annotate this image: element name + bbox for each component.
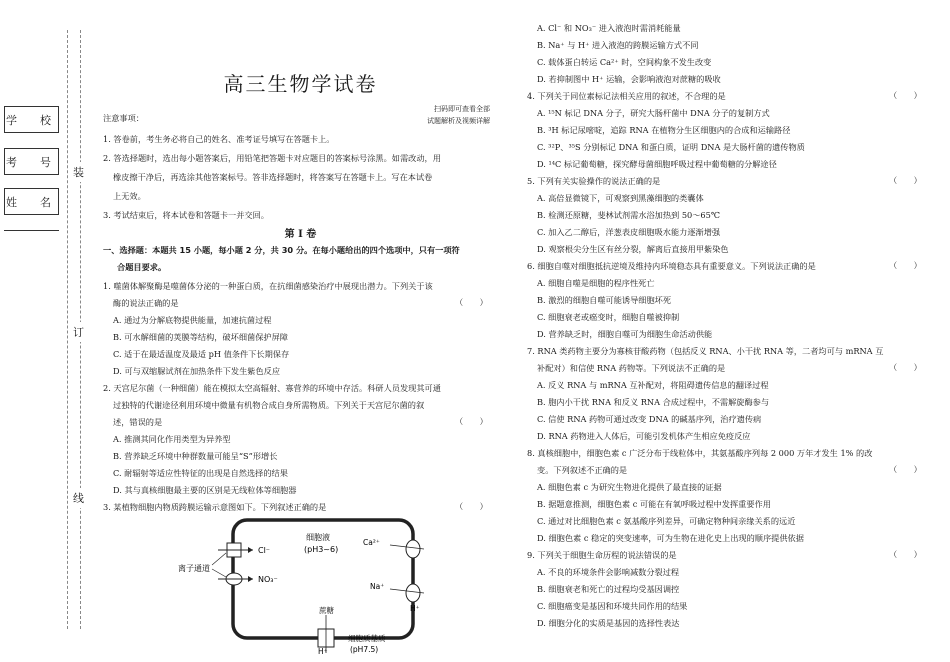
label-cl: Cl⁻ <box>258 546 271 555</box>
section-heading: 一、选择题：本题共 15 小题，每小题 2 分，共 30 分。在每小题给出的四个选项中，只有一项符 <box>103 245 460 255</box>
option: C. 加入乙二醇后，洋葱表皮细胞吸水能力逐渐增强 <box>537 227 721 237</box>
question-stem: 6. 细胞自噬对细胞抵抗逆境及维持内环境稳态具有重要意义。下列说法正确的是 <box>527 261 816 271</box>
option: C. 通过对比细胞色素 c 氨基酸序列差异，可确定物种间亲缘关系的远近 <box>537 516 796 526</box>
question-stem: 补配对）和信使 RNA 药物等。下列说法不正确的是 <box>537 363 726 373</box>
binding-char-zhuang: 装 <box>73 162 84 182</box>
scan-note-1: 扫码即可查看全部 <box>434 105 490 113</box>
part-title: 第 Ⅰ 卷 <box>284 229 317 240</box>
left-column <box>103 60 498 659</box>
option: A. Cl⁻ 和 NO₃⁻ 进入液泡时需消耗能量 <box>537 23 681 33</box>
transporter-ca <box>406 540 420 558</box>
note-line: 橡皮擦干净后，再选涂其他答案标号。答非选择题时，将答案写在答题卡上。写在本试卷 <box>113 172 433 182</box>
arrowhead-cl <box>248 547 253 553</box>
option: A. 细胞自噬是细胞的程序性死亡 <box>537 278 655 288</box>
label-h-bottom: H⁺ <box>318 647 328 655</box>
page-title: 高三生物学试卷 <box>223 72 378 96</box>
question-stem: 7. RNA 类药物主要分为寡核苷酸药物（包括反义 RNA、小干扰 RNA 等，二者均可与 mRNA 互 <box>527 346 884 356</box>
answer-blank[interactable]: （ ） <box>455 297 488 307</box>
option: D. 其与真核细胞最主要的区别是无线粒体等细胞器 <box>113 485 297 495</box>
exam-number-label: 考 号 <box>4 148 59 175</box>
answer-blank[interactable]: （ ） <box>889 362 922 372</box>
option: D. 若抑制图中 H⁺ 运输，会影响液泡对蔗糖的吸收 <box>537 74 721 84</box>
option: B. 细胞衰老和死亡的过程均受基因调控 <box>537 584 680 594</box>
binding-strip <box>0 0 90 659</box>
name-field[interactable] <box>4 216 59 231</box>
option: D. RNA 药物进入人体后，可能引发机体产生相应免疫反应 <box>537 431 751 441</box>
school-label: 学 校 <box>4 106 59 133</box>
label-ion-channel: 离子通道 <box>178 564 210 573</box>
option: D. 细胞色素 c 稳定的突变速率，可为生物在进化史上出现的顺序提供依据 <box>537 533 804 543</box>
option: A. ¹⁵N 标记 DNA 分子，研究大肠杆菌中 DNA 分子的复制方式 <box>537 108 770 118</box>
note-line: 上无效。 <box>113 191 146 201</box>
question-stem: 述，错误的是 <box>113 417 163 427</box>
answer-blank[interactable]: （ ） <box>455 501 488 511</box>
answer-blank[interactable]: （ ） <box>455 416 488 426</box>
answer-blank[interactable]: （ ） <box>889 464 922 474</box>
option: C. 细胞衰老或癌变时，细胞自噬被抑制 <box>537 312 680 322</box>
option: B. 检测还原糖，斐林试剂需水浴加热到 50～65℃ <box>537 210 721 220</box>
question-stem: 4. 下列关于同位素标记法相关应用的叙述，不合理的是 <box>527 91 726 101</box>
answer-blank[interactable]: （ ） <box>889 549 922 559</box>
question-stem: 2. 天宫尼尔菌（一种细菌）能在模拟太空高辐射、寡营养的环境中存活。科研人员发现其可通 <box>103 383 441 393</box>
notes-heading: 注意事项： <box>103 113 144 123</box>
question-stem: 酶的说法正确的是 <box>113 298 179 308</box>
label-ca: Ca²⁺ <box>363 538 380 547</box>
label-sucrose: 蔗糖 <box>319 606 334 615</box>
question-stem: 3. 某植物细胞内物质跨膜运输示意图如下。下列叙述正确的是 <box>103 502 327 512</box>
question-stem: 9. 下列关于细胞生命历程的说法错误的是 <box>527 550 677 560</box>
pointer-line <box>212 553 226 565</box>
option: D. 细胞分化的实质是基因的选择性表达 <box>537 618 680 628</box>
right-column <box>527 22 937 662</box>
option: C. 信使 RNA 药物可通过改变 DNA 的碱基序列，治疗遗传病 <box>537 414 762 424</box>
option: A. 不良的环境条件会影响减数分裂过程 <box>537 567 680 577</box>
note-line: 2. 答选择题时，选出每小题答案后，用铅笔把答题卡对应题目的答案标号涂黑。如需改动，用 <box>103 153 441 163</box>
binding-char-xian: 线 <box>73 488 84 508</box>
option: C. 细胞癌变是基因和环境共同作用的结果 <box>537 601 688 611</box>
note-line: 1. 答卷前，考生务必将自己的姓名、准考证号填写在答题卡上。 <box>103 134 335 144</box>
answer-blank[interactable]: （ ） <box>889 175 922 185</box>
option: A. 通过为分解底物提供能量，加速抗菌过程 <box>113 315 272 325</box>
option: C. 耐辐射等适应性特征的出现是自然选择的结果 <box>113 468 288 478</box>
section-heading-cont: 合题目要求。 <box>117 262 167 272</box>
option: B. 营养缺乏环境中种群数量可能呈“S”形增长 <box>113 451 278 461</box>
option: D. ¹⁴C 标记葡萄糖，探究酵母菌细胞呼吸过程中葡萄糖的分解途径 <box>537 159 777 169</box>
label-na: Na⁺ <box>370 582 385 591</box>
label-cytosol: 细胞质基质 <box>348 634 386 643</box>
answer-blank[interactable]: （ ） <box>889 260 922 270</box>
question-stem: 5. 下列有关实验操作的说法正确的是 <box>527 176 661 186</box>
option: C. 适于在最适温度及最适 pH 值条件下长期保存 <box>113 349 290 359</box>
answer-blank[interactable]: （ ） <box>889 90 922 100</box>
label-cell-fluid: 细胞液 <box>306 533 330 542</box>
label-cell-fluid-ph: (pH3~6) <box>304 545 339 554</box>
option: A. 推测其同化作用类型为异养型 <box>113 434 231 444</box>
option: A. 高倍显微镜下，可观察到黑藻细胞的类囊体 <box>537 193 704 203</box>
option: B. 可水解细菌的荚膜等结构，破坏细菌保护屏障 <box>113 332 288 342</box>
note-line: 3. 考试结束后，将本试卷和答题卡一并交回。 <box>103 210 269 220</box>
option: B. 据题意推测，细胞色素 c 可能在有氧呼吸过程中发挥重要作用 <box>537 499 771 509</box>
pointer-line <box>212 569 226 577</box>
option: C. 载体蛋白转运 Ca²⁺ 时，空间构象不发生改变 <box>537 57 712 67</box>
option: D. 营养缺乏时，细胞自噬可为细胞生命活动供能 <box>537 329 713 339</box>
binding-char-ding: 订 <box>73 322 84 342</box>
option: A. 反义 RNA 与 mRNA 互补配对，将阻碍遗传信息的翻译过程 <box>537 380 769 390</box>
school-field[interactable] <box>4 134 59 149</box>
label-no3: NO₃⁻ <box>258 575 278 584</box>
question-stem: 8. 真核细胞中，细胞色素 c 广泛分布于线粒体中，其氨基酸序列每 2 000 万年才发生 1% 的改 <box>527 448 873 458</box>
option: B. 激烈的细胞自噬可能诱导细胞坏死 <box>537 295 672 305</box>
arrowhead-no3 <box>248 576 253 582</box>
scan-note-2: 试题解析及视频详解 <box>427 117 490 125</box>
label-cytosol-ph: (pH7.5) <box>350 645 379 654</box>
label-h-right: H⁺ <box>410 604 420 613</box>
question-stem: 过独特的代谢途径利用环境中微量有机物合成自身所需物质。下列关于天宫尼尔菌的叙 <box>113 400 425 410</box>
option: B. ³H 标记尿嘧啶，追踪 RNA 在植物分生区细胞内的合成和运输路径 <box>537 125 791 135</box>
membrane-transport-diagram <box>178 515 428 655</box>
name-label: 姓 名 <box>4 188 59 215</box>
option: B. 胞内小干扰 RNA 和反义 RNA 合成过程中，不需解旋酶参与 <box>537 397 770 407</box>
question-stem: 变。下列叙述不正确的是 <box>537 465 628 475</box>
binding-line-outer <box>67 30 68 629</box>
option: C. ³²P、³⁵S 分别标记 DNA 和蛋白质，证明 DNA 是大肠杆菌的遗传物质 <box>537 142 805 152</box>
transporter-na <box>406 584 420 602</box>
option: D. 可与双缩脲试剂在加热条件下发生紫色反应 <box>113 366 281 376</box>
option: B. Na⁺ 与 H⁺ 进入液泡的跨膜运输方式不同 <box>537 40 699 50</box>
question-stem: 1. 噬菌体解聚酶是噬菌体分泌的一种蛋白质，在抗细菌感染治疗中展现出潜力。下列关于该 <box>103 281 433 291</box>
option: D. 观察根尖分生区有丝分裂，解离后直接用甲紫染色 <box>537 244 729 254</box>
option: A. 细胞色素 c 为研究生物进化提供了最直接的证据 <box>537 482 722 492</box>
